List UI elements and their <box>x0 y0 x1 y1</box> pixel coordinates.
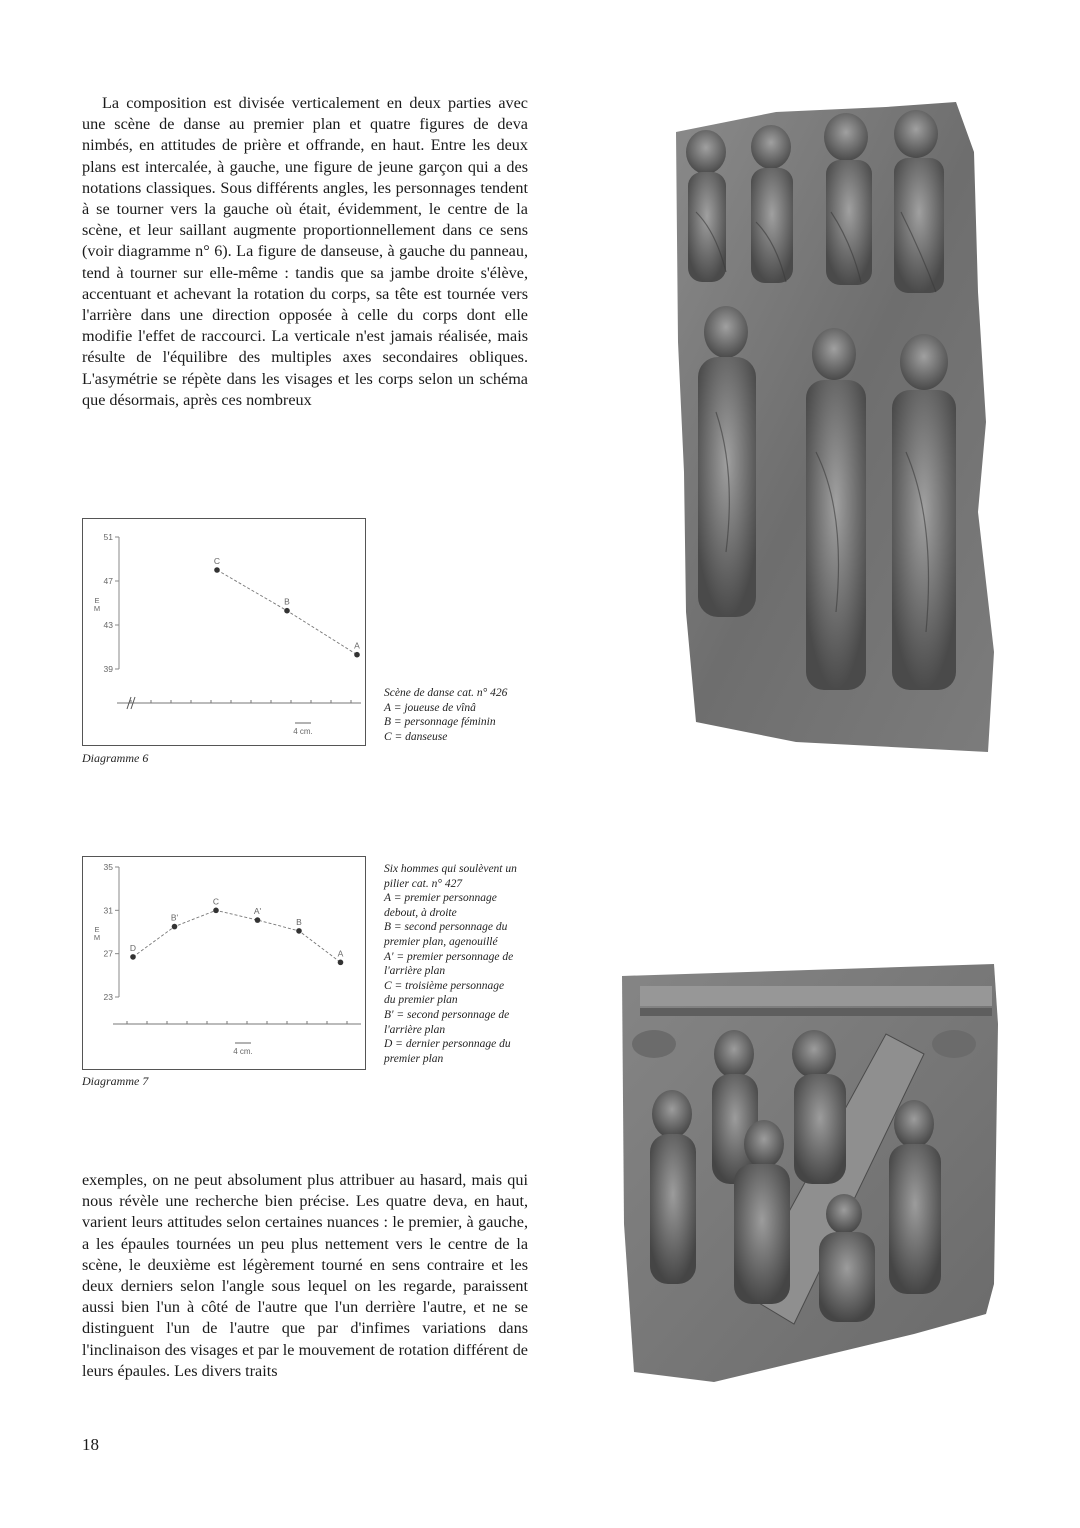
diagram-6-caption-line: Scène de danse cat. n° 426 <box>384 687 508 699</box>
data-point-label: A <box>354 640 360 651</box>
diagram-6-caption-line: B = personnage féminin <box>384 716 496 729</box>
data-point <box>214 567 220 573</box>
diagram-7-label: Diagramme 7 <box>82 1074 149 1088</box>
diagram-7-caption-line: premier plan <box>384 1052 444 1065</box>
data-point <box>255 917 261 923</box>
scale-bar-label: 4 cm. <box>293 727 313 736</box>
y-tick-label: 47 <box>103 576 113 586</box>
diagram-7-caption-line: D = dernier personnage du <box>384 1038 511 1051</box>
pillar-lifting-relief-photo <box>614 964 1000 1382</box>
data-point <box>338 960 344 966</box>
diagram-7-caption-line: pilier cat. n° 427 <box>384 877 463 890</box>
data-point-label: D <box>129 942 137 953</box>
data-point-label: A' <box>253 906 262 917</box>
y-axis-label-part: M <box>93 604 101 613</box>
diagram-7-caption-line: du premier plan <box>384 994 458 1007</box>
scale-bar-label: 4 cm. <box>233 1047 253 1056</box>
diagram-7-caption-line: debout, à droite <box>384 906 457 919</box>
body-paragraph-top: La composition est divisée verticalement en deux parties avec une scène de danse au premier plan et quatre figures de deva nimbés, en attitudes de prière et offrande, en haut. Entre les deux plans est intercalée, à gauche, une figure de jeune garçon qui a des notations classiques. Sous différents angles, les personnages tendent à se tourner vers la gauche où était, évidemment, le centre de la scène, et leur saillant augmente proportionnellement dans ce sens (voir diagramme n° 6). La figure de danseuse, à gauche du panneau, tend à tourner sur elle-même : tandis que sa jambe droite s'élève, accentuant et achevant la rotation du corps, sa tête est tournée vers l'arrière dans une direction opposée à celle du corps dont elle modifie l'effet de raccourci. La verticale n'est jamais réalisée, mais résulte de l'équilibre des multiples axes secondaires obliques. L'asymétrie se répète dans les visages et les corps selon un schéma que désormais, après ces nombreux <box>82 94 528 409</box>
dance-scene-relief-photo <box>656 92 996 752</box>
data-point <box>130 954 136 960</box>
data-point <box>296 928 302 934</box>
y-axis-label-part: E <box>94 596 100 605</box>
diagram-6-label: Diagramme 6 <box>82 751 149 765</box>
diagram-7-svg <box>83 857 365 1069</box>
y-tick-label: 39 <box>103 664 113 674</box>
diagram-7-caption-line: l'arrière plan <box>384 1023 446 1036</box>
y-axis-label-part: M <box>93 933 101 942</box>
diagram-7-caption-line: Six hommes qui soulèvent un <box>384 863 517 875</box>
diagram-7-chart <box>82 856 366 1070</box>
data-point-label: C <box>213 556 221 566</box>
diagram-7-caption-line: A' = premier personnage de <box>384 950 514 963</box>
page-number: 18 <box>82 1435 99 1454</box>
y-tick-label: 23 <box>103 992 113 1002</box>
data-point-label: A <box>337 948 344 959</box>
diagram-7-caption-line: premier plan, agenouillé <box>384 935 498 948</box>
y-axis-label-part: E <box>94 925 100 934</box>
data-point <box>284 608 290 614</box>
diagram-7-caption-line: l'arrière plan <box>384 965 446 978</box>
y-tick-label: 51 <box>103 532 113 542</box>
diagram-6-caption <box>384 686 544 744</box>
data-point-label: C <box>212 896 220 907</box>
y-axis-label <box>94 596 100 613</box>
data-point <box>213 908 219 914</box>
data-point-label: B' <box>170 912 179 923</box>
body-paragraph-bottom: exemples, on ne peut absolument plus attribuer au hasard, mais qui nous révèle une recherche bien précise. Les quatre deva, en haut, varient leurs attitudes selon certaines nuances : le premier, à gauche, a les épaules tournées un peu plus nettement vers le centre de la scène, le deuxième est légèrement tourné en sens contraire et les deux derniers selon l'angle sous lequel on les regarde, paraissent aussi bien l'un à côté de l'autre que l'un derrière l'autre, et ne se distinguent l'un de l'autre que par d'infimes variations dans l'inclinaison des visages et par le mouvement de rotation différent de leurs épaules. Les divers traits <box>82 1171 528 1380</box>
data-point <box>354 652 360 658</box>
series-line <box>133 910 341 962</box>
diagram-7-caption-line: C = troisième personnage <box>384 979 505 992</box>
y-tick-label: 31 <box>103 905 113 916</box>
data-point-label: B <box>284 596 290 607</box>
data-point-label: B <box>296 916 302 927</box>
data-point <box>172 924 178 930</box>
diagram-7-caption <box>384 862 534 1066</box>
diagram-6-caption-line: C = danseuse <box>384 730 448 743</box>
y-tick-label: 43 <box>103 620 113 630</box>
diagram-7-caption-line: B' = second personnage de <box>384 1008 510 1021</box>
diagram-6-caption-line: A = joueuse de vînâ <box>384 701 476 714</box>
y-axis-label <box>94 925 100 942</box>
diagram-7-caption-line: A = premier personnage <box>384 892 497 905</box>
y-tick-label: 35 <box>103 862 113 872</box>
diagram-6-svg <box>83 519 365 745</box>
diagram-7-caption-line: B = second personnage du <box>384 921 508 934</box>
diagram-6-chart <box>82 518 366 746</box>
y-tick-label: 27 <box>103 948 113 959</box>
